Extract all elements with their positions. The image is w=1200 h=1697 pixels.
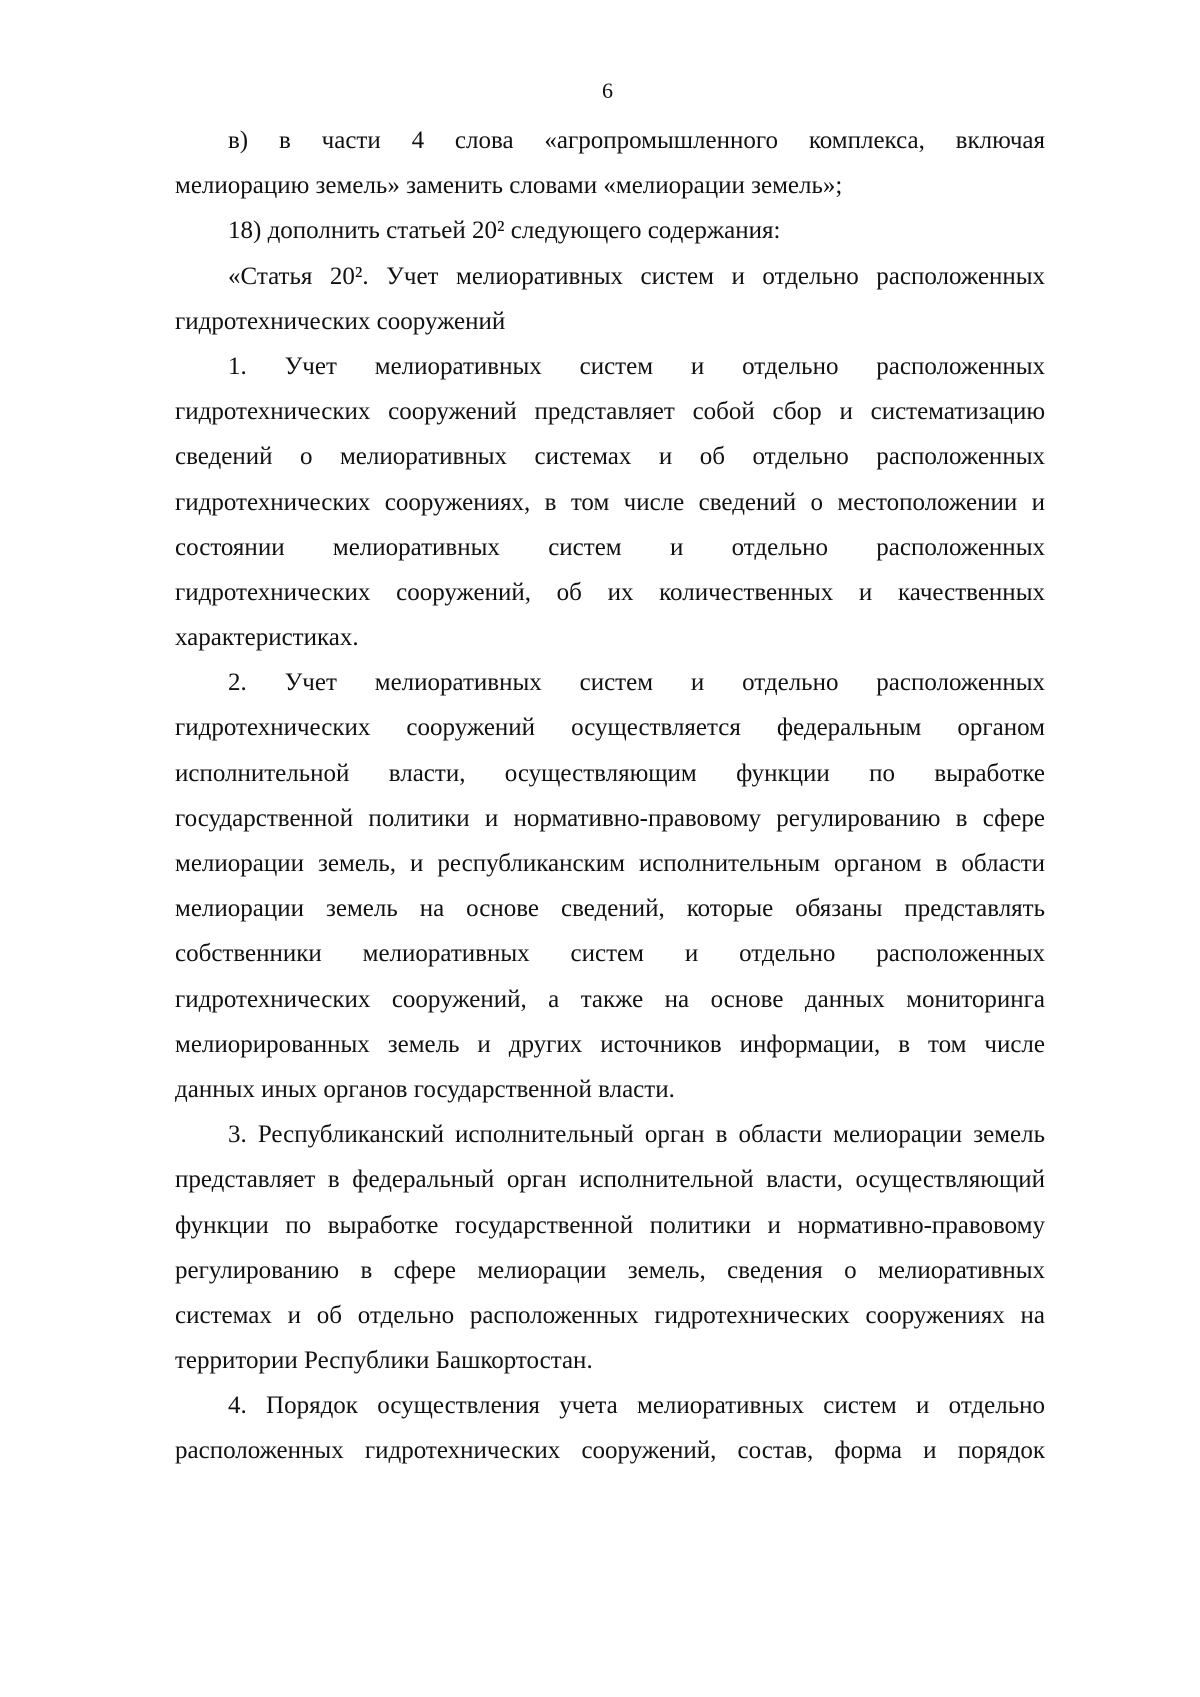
paragraph [175, 254, 1045, 344]
text-line: мелиорации земель на основе сведений, которые обязаны представлять [175, 895, 1045, 923]
text-line: 4. Порядок осуществления учета мелиоративных систем и отдельно [228, 1392, 1045, 1420]
text-line: гидротехнических сооружений, а также на основе данных мониторинга [175, 985, 1045, 1013]
text-line: регулированию в сфере мелиорации земель, сведения о мелиоративных [175, 1256, 1045, 1284]
text-line: гидротехнических сооружений представляет собой сбор и систематизацию [175, 398, 1045, 426]
text-line: функции по выработке государственной политики и нормативно-правовому [175, 1211, 1045, 1239]
text-line: расположенных гидротехнических сооружений, состав, форма и порядок [175, 1437, 1045, 1465]
page-number: 6 [602, 78, 613, 103]
text-line: мелиорированных земель и других источников информации, в том числе [175, 1030, 1045, 1058]
text-line: «Статья 20². Учет мелиоративных систем и отдельно расположенных [228, 262, 1045, 290]
text-line: гидротехнических сооружений осуществляется федеральным органом [175, 714, 1045, 742]
text-line: представляет в федеральный орган исполнительной власти, осуществляющий [175, 1166, 1045, 1194]
text-line: гидротехнических сооружениях, в том числе сведений о местоположении и [175, 488, 1045, 516]
paragraph [175, 344, 1045, 660]
text-line: системах и об отдельно расположенных гидротехнических сооружениях на [175, 1301, 1045, 1329]
text-line: государственной политики и нормативно-правовому регулированию в сфере [175, 804, 1045, 832]
paragraph [175, 1112, 1045, 1383]
text-line: исполнительной власти, осуществляющим функции по выработке [175, 759, 1045, 787]
text-line: собственники мелиоративных систем и отдельно расположенных [175, 940, 1045, 968]
text-line: 3. Республиканский исполнительный орган в области мелиорации земель [228, 1121, 1045, 1149]
text-line: характеристиках. [175, 624, 359, 652]
text-line: гидротехнических сооружений [175, 307, 506, 335]
text-line: данных иных органов государственной власти. [175, 1075, 675, 1103]
document-body [175, 118, 1045, 1474]
paragraph [175, 208, 1045, 253]
text-line: гидротехнических сооружений, об их количественных и качественных [175, 578, 1045, 606]
text-line: в) в части 4 слова «агропромышленного комплекса, включая [228, 127, 1045, 154]
text-line: 1. Учет мелиоративных систем и отдельно расположенных [228, 352, 1045, 380]
text-line: состоянии мелиоративных систем и отдельно расположенных [175, 533, 1045, 561]
text-line: территории Республики Башкортостан. [175, 1347, 593, 1375]
text-line: сведений о мелиоративных системах и об отдельно расположенных [175, 443, 1045, 471]
text-line: мелиорации земель, и республиканским исполнительным органом в области [175, 850, 1045, 877]
paragraph [175, 118, 1045, 208]
text-line: мелиорацию земель» заменить словами «мелиорации земель»; [175, 172, 843, 200]
text-line: 18) дополнить статьей 20² следующего содержания: [228, 217, 781, 245]
paragraph [175, 1383, 1045, 1473]
text-line: 2. Учет мелиоративных систем и отдельно расположенных [228, 669, 1045, 697]
paragraph [175, 660, 1045, 1112]
